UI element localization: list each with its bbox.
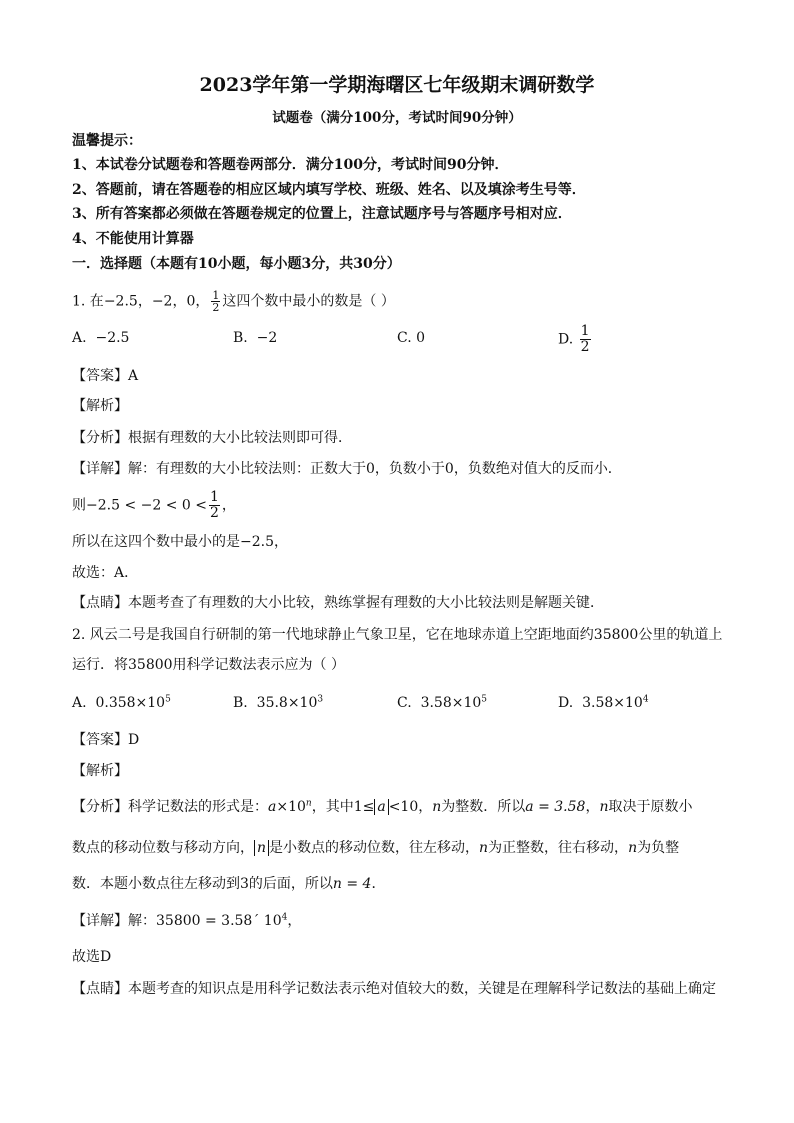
notice-heading: 温馨提示：	[72, 133, 142, 149]
analysis-line: 【分析】科学记数法的形式是：$a\times 10^n$，其中1≤ a <10，n为整数．所以a = 3.58，n取决于原数小	[72, 798, 693, 815]
conclusion-line: 所以在这四个数中最小的是−2.5，	[72, 534, 288, 550]
choice-line: 故选：A．	[72, 565, 139, 581]
detail-line: 【详解】解：35800 = 3.58´ $10^4$，	[72, 912, 302, 929]
option-a: A. $0.358\times 10^5$	[72, 694, 171, 711]
analysis-line: 数．本题小数点往左移动到3的后面，所以n = 4．	[72, 876, 386, 892]
option-a: A. −2.5	[72, 330, 130, 346]
notice-item: 3、所有答案都必须做在答题卷规定的位置上，注意试题序号与答题序号相对应．	[72, 206, 572, 222]
question-1-stem: 1. 在−2.5，−2，0， $\frac{1}{2}$ 这四个数中最小的数是（ ）	[72, 289, 395, 314]
fraction: $\frac{1}{2}$	[580, 323, 590, 355]
analysis-tag: 【解析】	[72, 763, 128, 779]
option-c: C. 0	[397, 330, 426, 346]
fraction: $\frac{1}{2}$	[212, 289, 220, 314]
detail-line: 【详解】解：有理数的大小比较法则：正数大于0，负数小于0，负数绝对值大的反而小．	[72, 461, 622, 477]
answer-line: 【答案】D	[72, 732, 140, 748]
answer-line: 【答案】A	[72, 368, 139, 384]
comment-line: 【点睛】本题考查的知识点是用科学记数法表示绝对值较大的数，关键是在理解科学记数法的基础上确定	[72, 981, 716, 997]
option-b: B. −2	[233, 330, 278, 346]
choice-line: 故选D	[72, 949, 112, 965]
question-2-stem: 2. 风云二号是我国自行研制的第一代地球静止气象卫星，它在地球赤道上空距地面约35800公里的轨道上	[72, 627, 723, 643]
analysis-line: 【分析】根据有理数的大小比较法则即可得．	[72, 430, 352, 446]
fraction: $\frac{1}{2}$	[209, 489, 219, 521]
section-heading: 一．选择题（本题有10小题，每小题3分，共30分）	[72, 256, 401, 272]
analysis-line: 数点的移动位数与移动方向， n 是小数点的移动位数，往左移动，n为正整数，往右移动，n为负整	[72, 840, 680, 856]
option-d: D. $\frac{1}{2}$	[558, 323, 590, 355]
comment-line: 【点睛】本题考查了有理数的大小比较，熟练掌握有理数的大小比较法则是解题关键．	[72, 595, 604, 611]
inequality-line: 则−2.5 < −2 < 0 < $\frac{1}{2}$ ，	[72, 489, 236, 521]
option-b: B. $35.8\times 10^3$	[233, 694, 324, 711]
notice-item: 2、答题前，请在答题卷的相应区域内填写学校、班级、姓名、以及填涂考生号等．	[72, 182, 586, 198]
notice-item: 1、本试卷分试题卷和答题卷两部分．满分100分，考试时间90分钟．	[72, 157, 509, 173]
option-d: D. $3.58\times 10^4$	[558, 694, 649, 711]
question-2-stem: 运行．将35800用科学记数法表示应为（ ）	[72, 657, 345, 673]
analysis-tag: 【解析】	[72, 398, 128, 414]
option-c: C. $3.58\times 10^5$	[397, 694, 488, 711]
notice-item: 4、不能使用计算器	[72, 231, 194, 247]
page-title: 2023学年第一学期海曙区七年级期末调研数学	[199, 74, 595, 96]
page-subtitle: 试题卷（满分100分，考试时间90分钟）	[272, 110, 522, 126]
